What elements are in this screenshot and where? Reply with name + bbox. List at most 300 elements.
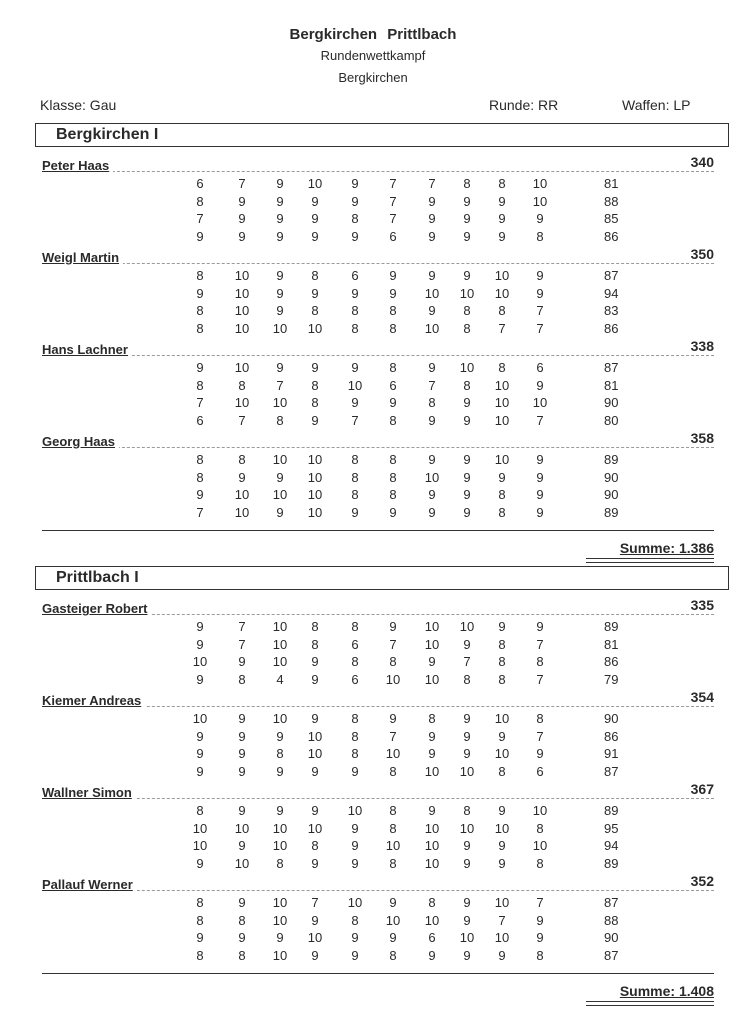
shot-score: 9 xyxy=(311,912,319,928)
series-sum: 87 xyxy=(604,360,619,375)
series-sum: 87 xyxy=(604,763,619,779)
shot-score: 9 xyxy=(463,746,471,761)
shot-score: 10 xyxy=(385,671,401,687)
shot-score: 10 xyxy=(424,619,440,634)
series-row xyxy=(0,803,746,821)
shot-score: 8 xyxy=(238,377,246,393)
shot-score: 9 xyxy=(463,469,471,485)
shot-score: 8 xyxy=(196,895,204,910)
shot-score: 10 xyxy=(192,838,208,853)
shot-score: 8 xyxy=(351,711,359,726)
shot-score: 7 xyxy=(276,377,284,393)
shot-score: 9 xyxy=(498,728,506,744)
shot-score: 8 xyxy=(428,395,436,410)
shot-score: 8 xyxy=(463,377,471,393)
shot-score: 9 xyxy=(311,654,319,669)
shot-score: 9 xyxy=(536,619,544,634)
shot-score: 9 xyxy=(498,803,506,818)
series-sum: 94 xyxy=(604,838,619,853)
shooter-name: Kiemer Andreas xyxy=(42,693,145,708)
shot-score: 9 xyxy=(276,268,284,283)
shot-score: 10 xyxy=(494,895,510,910)
shot-score: 8 xyxy=(196,452,204,467)
shooter-total: 354 xyxy=(687,689,714,705)
shot-score: 10 xyxy=(272,711,288,726)
shooter-name: Wallner Simon xyxy=(42,785,136,800)
shot-score: 8 xyxy=(196,469,204,485)
shot-score: 10 xyxy=(192,711,208,726)
shot-score: 8 xyxy=(196,268,204,283)
series-sum: 88 xyxy=(604,912,619,928)
shot-score: 10 xyxy=(347,803,363,818)
shot-score: 8 xyxy=(498,763,506,779)
series-sum: 81 xyxy=(604,636,619,652)
shot-score: 10 xyxy=(192,820,208,836)
shot-score: 8 xyxy=(311,268,319,283)
shot-score: 8 xyxy=(498,303,506,318)
shot-score: 9 xyxy=(311,228,319,244)
shot-score: 9 xyxy=(428,211,436,226)
series-sum: 87 xyxy=(604,895,619,910)
series-sum: 88 xyxy=(604,193,619,209)
shot-score: 10 xyxy=(272,452,288,467)
shot-score: 8 xyxy=(498,671,506,687)
series-row xyxy=(0,930,746,948)
shot-score: 9 xyxy=(463,268,471,283)
competition-location: Bergkirchen xyxy=(338,70,408,85)
shot-score: 10 xyxy=(532,193,548,209)
shot-score: 10 xyxy=(424,820,440,836)
shot-score: 9 xyxy=(428,728,436,744)
shot-score: 10 xyxy=(347,377,363,393)
shot-score: 9 xyxy=(351,285,359,301)
shot-score: 9 xyxy=(389,504,397,520)
series-sum: 89 xyxy=(604,803,619,818)
shot-score: 9 xyxy=(276,285,284,301)
series-sum: 81 xyxy=(604,377,619,393)
shot-score: 9 xyxy=(536,268,544,283)
shot-score: 9 xyxy=(276,176,284,191)
shot-score: 8 xyxy=(463,803,471,818)
klasse-label: Klasse: Gau xyxy=(40,97,117,113)
shot-score: 10 xyxy=(272,487,288,502)
shot-score: 7 xyxy=(463,654,471,669)
shot-score: 7 xyxy=(536,412,544,428)
series-row xyxy=(0,764,746,782)
shot-score: 9 xyxy=(428,228,436,244)
shot-score: 9 xyxy=(428,303,436,318)
shot-score: 9 xyxy=(196,671,204,687)
series-row xyxy=(0,729,746,747)
team-summe: Summe: 1.386 xyxy=(619,540,714,556)
shot-score: 8 xyxy=(196,947,204,963)
shot-score: 10 xyxy=(494,268,510,283)
shot-score: 6 xyxy=(428,930,436,945)
shooter-total: 358 xyxy=(687,430,714,446)
dashed-separator xyxy=(42,355,714,356)
shooter-header xyxy=(42,156,714,176)
shot-score: 10 xyxy=(494,820,510,836)
series-row xyxy=(0,211,746,229)
series-row xyxy=(0,321,746,339)
shot-score: 6 xyxy=(196,176,204,191)
series-row xyxy=(0,395,746,413)
shot-score: 10 xyxy=(272,654,288,669)
shooter-name: Gasteiger Robert xyxy=(42,601,151,616)
shot-score: 10 xyxy=(272,320,288,336)
shot-score: 9 xyxy=(238,763,246,779)
shot-score: 9 xyxy=(463,838,471,853)
shot-score: 10 xyxy=(272,636,288,652)
team-header xyxy=(35,123,729,147)
shot-score: 9 xyxy=(428,268,436,283)
shot-score: 9 xyxy=(238,838,246,853)
shot-score: 10 xyxy=(272,619,288,634)
series-row xyxy=(0,654,746,672)
shot-score: 9 xyxy=(351,360,359,375)
shot-score: 9 xyxy=(428,504,436,520)
shot-score: 10 xyxy=(532,395,548,410)
series-row xyxy=(0,913,746,931)
shot-score: 10 xyxy=(385,912,401,928)
shot-score: 6 xyxy=(536,763,544,779)
shot-score: 9 xyxy=(536,452,544,467)
shot-score: 8 xyxy=(389,303,397,318)
shot-score: 10 xyxy=(494,377,510,393)
shot-score: 8 xyxy=(463,320,471,336)
shot-score: 8 xyxy=(351,912,359,928)
shot-score: 9 xyxy=(389,711,397,726)
shot-score: 10 xyxy=(385,838,401,853)
shooter-name: Peter Haas xyxy=(42,158,113,173)
shot-score: 10 xyxy=(234,820,250,836)
shot-score: 9 xyxy=(276,228,284,244)
shot-score: 10 xyxy=(307,469,323,485)
shot-score: 9 xyxy=(351,947,359,963)
shot-score: 8 xyxy=(498,636,506,652)
shot-score: 9 xyxy=(238,654,246,669)
shot-score: 7 xyxy=(238,636,246,652)
shot-score: 9 xyxy=(536,912,544,928)
shot-score: 9 xyxy=(351,763,359,779)
shot-score: 10 xyxy=(494,285,510,301)
shot-score: 9 xyxy=(389,268,397,283)
shooter-header xyxy=(42,783,714,803)
team-header xyxy=(35,566,729,590)
shot-score: 6 xyxy=(351,636,359,652)
shot-score: 9 xyxy=(351,395,359,410)
shot-score: 9 xyxy=(276,728,284,744)
shot-score: 9 xyxy=(389,895,397,910)
team-divider xyxy=(42,530,714,531)
series-sum: 87 xyxy=(604,947,619,963)
shot-score: 10 xyxy=(532,176,548,191)
shot-score: 7 xyxy=(311,895,319,910)
shot-score: 8 xyxy=(196,193,204,209)
shot-score: 8 xyxy=(276,746,284,761)
shot-score: 10 xyxy=(307,320,323,336)
series-sum: 94 xyxy=(604,285,619,301)
shot-score: 10 xyxy=(272,395,288,410)
shot-score: 8 xyxy=(351,746,359,761)
shot-score: 9 xyxy=(196,487,204,502)
shot-score: 7 xyxy=(196,504,204,520)
shot-score: 8 xyxy=(276,412,284,428)
shot-score: 10 xyxy=(424,285,440,301)
shot-score: 8 xyxy=(536,855,544,871)
shot-score: 6 xyxy=(351,268,359,283)
shot-score: 10 xyxy=(494,395,510,410)
shot-score: 10 xyxy=(494,452,510,467)
shot-score: 9 xyxy=(196,228,204,244)
shot-score: 7 xyxy=(536,671,544,687)
series-row xyxy=(0,948,746,966)
series-sum: 89 xyxy=(604,855,619,871)
shot-score: 7 xyxy=(389,193,397,209)
shot-score: 9 xyxy=(351,176,359,191)
shot-score: 8 xyxy=(536,711,544,726)
shot-score: 8 xyxy=(311,377,319,393)
shooter-total: 340 xyxy=(687,154,714,170)
shot-score: 10 xyxy=(424,912,440,928)
shot-score: 8 xyxy=(311,395,319,410)
shot-score: 8 xyxy=(311,636,319,652)
shot-score: 10 xyxy=(307,487,323,502)
shot-score: 9 xyxy=(463,895,471,910)
shot-score: 7 xyxy=(238,619,246,634)
series-row xyxy=(0,470,746,488)
shot-score: 9 xyxy=(351,228,359,244)
shot-score: 7 xyxy=(498,912,506,928)
shot-score: 9 xyxy=(463,912,471,928)
shot-score: 10 xyxy=(192,654,208,669)
shot-score: 9 xyxy=(238,728,246,744)
shot-score: 10 xyxy=(234,855,250,871)
shot-score: 9 xyxy=(536,930,544,945)
shot-score: 9 xyxy=(276,504,284,520)
shot-score: 8 xyxy=(238,671,246,687)
shot-score: 9 xyxy=(351,504,359,520)
shot-score: 9 xyxy=(196,855,204,871)
shot-score: 9 xyxy=(536,746,544,761)
shot-score: 8 xyxy=(389,487,397,502)
shot-score: 7 xyxy=(389,728,397,744)
shot-score: 10 xyxy=(234,487,250,502)
shot-score: 10 xyxy=(424,763,440,779)
shooter-header xyxy=(42,599,714,619)
shot-score: 8 xyxy=(351,619,359,634)
series-sum: 89 xyxy=(604,452,619,467)
dashed-separator xyxy=(42,890,714,891)
shot-score: 9 xyxy=(311,711,319,726)
shot-score: 8 xyxy=(351,320,359,336)
shot-score: 7 xyxy=(536,320,544,336)
shot-score: 9 xyxy=(463,452,471,467)
shot-score: 8 xyxy=(536,228,544,244)
shot-score: 8 xyxy=(498,504,506,520)
shot-score: 8 xyxy=(276,855,284,871)
series-sum: 95 xyxy=(604,820,619,836)
shot-score: 9 xyxy=(428,487,436,502)
shooter-header xyxy=(42,248,714,268)
shooter-header xyxy=(42,875,714,895)
shot-score: 8 xyxy=(238,912,246,928)
shot-score: 8 xyxy=(389,452,397,467)
shot-score: 10 xyxy=(234,268,250,283)
shot-score: 9 xyxy=(196,746,204,761)
shot-score: 8 xyxy=(498,654,506,669)
shot-score: 9 xyxy=(536,285,544,301)
series-row xyxy=(0,176,746,194)
shot-score: 10 xyxy=(494,711,510,726)
shot-score: 10 xyxy=(272,947,288,963)
shot-score: 8 xyxy=(238,947,246,963)
series-sum: 90 xyxy=(604,469,619,485)
shot-score: 8 xyxy=(463,303,471,318)
dashed-separator xyxy=(42,447,714,448)
shooter-name: Pallauf Werner xyxy=(42,877,137,892)
shot-score: 9 xyxy=(463,728,471,744)
shot-score: 8 xyxy=(498,176,506,191)
shot-score: 8 xyxy=(311,303,319,318)
shot-score: 9 xyxy=(238,211,246,226)
shot-score: 8 xyxy=(238,452,246,467)
shot-score: 7 xyxy=(536,728,544,744)
shot-score: 9 xyxy=(536,487,544,502)
series-row xyxy=(0,746,746,764)
shot-score: 9 xyxy=(196,930,204,945)
shot-score: 9 xyxy=(428,803,436,818)
shot-score: 10 xyxy=(494,746,510,761)
shot-score: 9 xyxy=(196,285,204,301)
shot-score: 9 xyxy=(238,711,246,726)
shot-score: 8 xyxy=(351,728,359,744)
shot-score: 9 xyxy=(351,838,359,853)
shot-score: 9 xyxy=(238,228,246,244)
series-sum: 80 xyxy=(604,412,619,428)
shot-score: 9 xyxy=(428,947,436,963)
runde-label: Runde: RR xyxy=(489,97,559,113)
shot-score: 7 xyxy=(196,211,204,226)
shot-score: 9 xyxy=(463,228,471,244)
shot-score: 8 xyxy=(463,176,471,191)
shot-score: 10 xyxy=(459,619,475,634)
shot-score: 8 xyxy=(389,654,397,669)
shot-score: 9 xyxy=(311,855,319,871)
shot-score: 7 xyxy=(428,377,436,393)
shot-score: 10 xyxy=(424,838,440,853)
shot-score: 8 xyxy=(389,947,397,963)
series-row xyxy=(0,856,746,874)
shot-score: 9 xyxy=(463,636,471,652)
series-row xyxy=(0,229,746,247)
shot-score: 8 xyxy=(351,487,359,502)
series-row xyxy=(0,487,746,505)
shot-score: 7 xyxy=(389,636,397,652)
shot-score: 9 xyxy=(238,930,246,945)
series-row xyxy=(0,194,746,212)
team-divider xyxy=(42,973,714,974)
series-sum: 86 xyxy=(604,654,619,669)
shot-score: 9 xyxy=(351,855,359,871)
shot-score: 10 xyxy=(459,930,475,945)
series-row xyxy=(0,637,746,655)
shot-score: 9 xyxy=(351,930,359,945)
series-row xyxy=(0,895,746,913)
shooter-total: 367 xyxy=(687,781,714,797)
shot-score: 9 xyxy=(498,228,506,244)
shot-score: 7 xyxy=(196,395,204,410)
series-sum: 90 xyxy=(604,711,619,726)
shot-score: 9 xyxy=(311,412,319,428)
shot-score: 10 xyxy=(307,728,323,744)
shot-score: 10 xyxy=(307,452,323,467)
shot-score: 10 xyxy=(385,746,401,761)
series-sum: 90 xyxy=(604,487,619,502)
shot-score: 9 xyxy=(238,803,246,818)
dashed-separator xyxy=(42,263,714,264)
shot-score: 8 xyxy=(498,360,506,375)
shot-score: 10 xyxy=(532,838,548,853)
shot-score: 10 xyxy=(494,930,510,945)
series-row xyxy=(0,838,746,856)
shot-score: 10 xyxy=(459,285,475,301)
shot-score: 9 xyxy=(196,360,204,375)
shot-score: 10 xyxy=(424,671,440,687)
shot-score: 9 xyxy=(196,728,204,744)
shot-score: 9 xyxy=(276,930,284,945)
shot-score: 9 xyxy=(498,211,506,226)
shot-score: 9 xyxy=(463,487,471,502)
shot-score: 10 xyxy=(307,176,323,191)
shot-score: 10 xyxy=(272,912,288,928)
shot-score: 10 xyxy=(234,303,250,318)
shot-score: 8 xyxy=(389,320,397,336)
shot-score: 9 xyxy=(498,947,506,963)
shot-score: 9 xyxy=(276,803,284,818)
shot-score: 9 xyxy=(311,803,319,818)
series-row xyxy=(0,413,746,431)
shot-score: 10 xyxy=(494,412,510,428)
shot-score: 9 xyxy=(276,360,284,375)
page-title: Bergkirchen Prittlbach xyxy=(289,26,457,43)
shot-score: 8 xyxy=(196,912,204,928)
shot-score: 10 xyxy=(424,636,440,652)
shot-score: 7 xyxy=(389,211,397,226)
shot-score: 6 xyxy=(389,228,397,244)
shot-score: 10 xyxy=(459,763,475,779)
shot-score: 9 xyxy=(196,763,204,779)
shot-score: 7 xyxy=(238,412,246,428)
shot-score: 8 xyxy=(196,320,204,336)
shot-score: 9 xyxy=(311,671,319,687)
shot-score: 7 xyxy=(238,176,246,191)
shooter-total: 352 xyxy=(687,873,714,889)
series-row xyxy=(0,286,746,304)
shot-score: 9 xyxy=(463,395,471,410)
shot-score: 10 xyxy=(234,395,250,410)
competition-type: Rundenwettkampf xyxy=(320,48,426,63)
series-row xyxy=(0,360,746,378)
shot-score: 9 xyxy=(389,395,397,410)
shot-score: 8 xyxy=(196,303,204,318)
shot-score: 9 xyxy=(498,619,506,634)
series-row xyxy=(0,505,746,523)
series-sum: 86 xyxy=(604,320,619,336)
team-name: Bergkirchen I xyxy=(56,126,159,143)
shot-score: 9 xyxy=(428,746,436,761)
shot-score: 10 xyxy=(234,360,250,375)
